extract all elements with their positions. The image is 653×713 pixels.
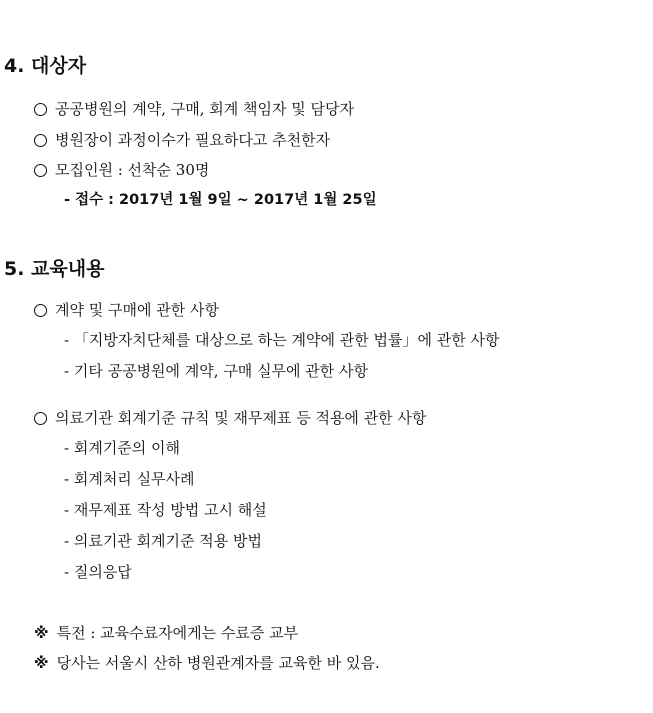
item-text: 공공병원의 계약, 구매, 회계 책임자 및 담당자 [55,100,354,118]
group-2-sub-item: - 회계처리 실무사례 [64,470,195,488]
section-4-title: 4. 대상자 [4,55,87,77]
reference-mark-icon: ※ [34,624,49,642]
section-4-item-1 [34,99,354,119]
item-text: 의료기관 회계기준 규칙 및 재무제표 등 적용에 관한 사항 [55,409,427,427]
group-2-sub-item: - 재무제표 작성 방법 고시 해설 [64,501,267,519]
item-text: 계약 및 구매에 관한 사항 [55,301,219,319]
item-text: 모집인원 : 선착순 30명 [55,161,210,179]
registration-deadline: - 접수 : 2017년 1월 9일 ~ 2017년 1월 25일 [64,192,377,208]
group-2-sub-item: - 의료기관 회계기준 적용 방법 [64,532,263,550]
group-1-sub-item: - 기타 공공병원에 계약, 구매 실무에 관한 사항 [64,362,369,380]
section-5-group-1-title [34,300,219,320]
note-text: 특전 : 교육수료자에게는 수료증 교부 [56,624,299,642]
note-history [34,653,380,673]
note-text: 당사는 서울시 산하 병원관계자를 교육한 바 있음. [56,654,380,672]
note-benefit [34,623,298,643]
circle-bullet-icon [34,164,47,177]
group-1-sub-item: - 「지방자치단체를 대상으로 하는 계약에 관한 법률」에 관한 사항 [64,331,500,349]
reference-mark-icon: ※ [34,654,49,672]
section-5-group-2-title [34,408,426,428]
group-2-sub-item: - 회계기준의 이해 [64,439,181,457]
circle-bullet-icon [34,134,47,147]
circle-bullet-icon [34,412,47,425]
section-4-item-2 [34,130,330,150]
item-text: 병원장이 과정이수가 필요하다고 추천한자 [55,131,331,149]
circle-bullet-icon [34,304,47,317]
section-5-title: 5. 교육내용 [4,258,105,280]
section-4-item-3 [34,160,209,180]
circle-bullet-icon [34,103,47,116]
group-2-sub-item: - 질의응답 [64,563,132,581]
